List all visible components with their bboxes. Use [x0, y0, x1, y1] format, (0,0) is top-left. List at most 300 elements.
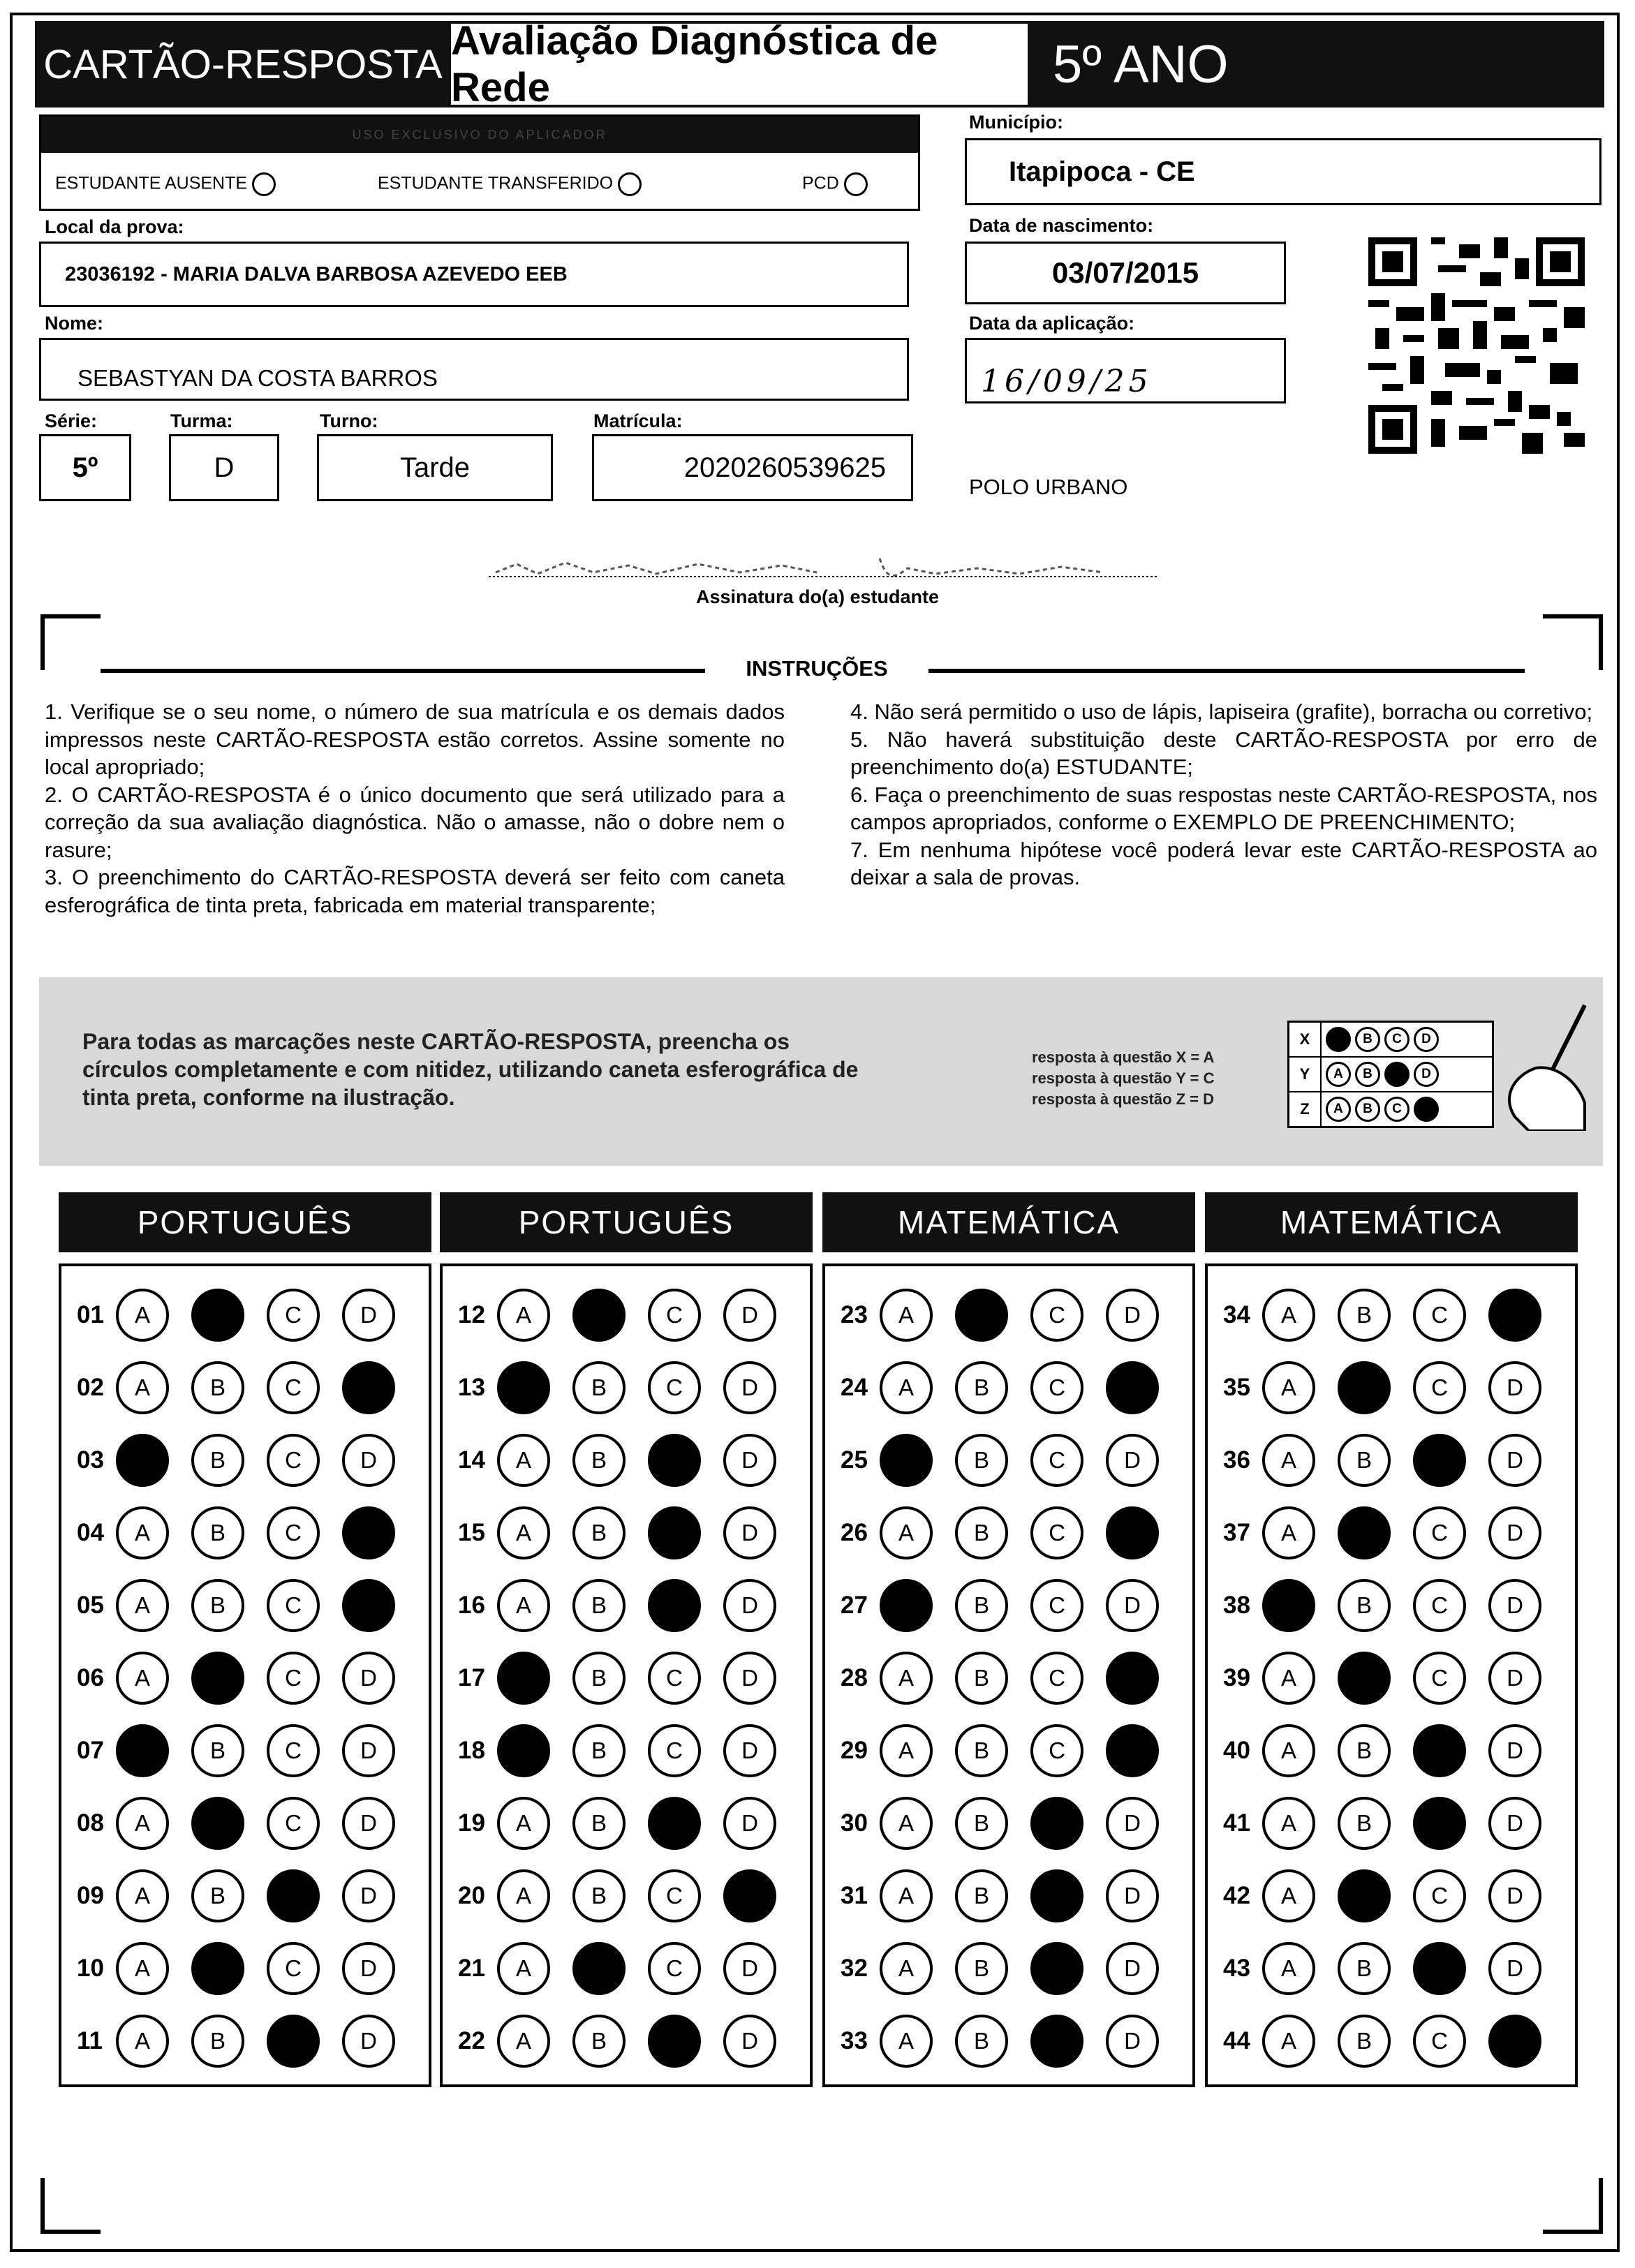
- answer-bubble-b[interactable]: B: [1338, 1652, 1391, 1705]
- answer-bubble-b[interactable]: B: [955, 1652, 1008, 1705]
- answer-bubble-b[interactable]: B: [1338, 1289, 1391, 1342]
- answer-bubble-c[interactable]: C: [267, 2015, 320, 2068]
- answer-bubble-a[interactable]: A: [1262, 1361, 1315, 1414]
- answer-bubble-c[interactable]: C: [648, 1869, 701, 1922]
- question-number: 06: [77, 1664, 104, 1691]
- answer-bubble-c[interactable]: C: [1413, 1942, 1466, 1995]
- answer-bubble-b[interactable]: B: [955, 1724, 1008, 1777]
- answer-bubble-d[interactable]: D: [723, 1579, 776, 1632]
- absent-option[interactable]: [55, 172, 276, 196]
- instructions-left: [45, 698, 785, 919]
- section-title: MATEMÁTICA: [822, 1192, 1195, 1252]
- example-legend-z: resposta à questão Z = D: [1032, 1090, 1215, 1108]
- answer-bubble-d[interactable]: D: [342, 1942, 395, 1995]
- answer-bubble-b[interactable]: B: [955, 1361, 1008, 1414]
- answer-bubble-a[interactable]: A: [116, 1652, 169, 1705]
- question-row: [1208, 1427, 1575, 1494]
- answer-bubble-a[interactable]: A: [116, 1361, 169, 1414]
- question-row: [1208, 1717, 1575, 1784]
- answer-bubble-a[interactable]: A: [1262, 1579, 1315, 1632]
- answer-bubble-a[interactable]: A: [880, 1434, 933, 1487]
- answer-bubble-a[interactable]: A: [116, 2015, 169, 2068]
- question-row: [61, 1862, 429, 1929]
- example-bubble-d: D: [1414, 1062, 1439, 1087]
- answer-bubble-b[interactable]: B: [1338, 1579, 1391, 1632]
- answer-bubble-b[interactable]: B: [572, 1797, 626, 1850]
- question-number: 42: [1223, 1882, 1250, 1909]
- answer-bubble-c[interactable]: C: [1413, 1724, 1466, 1777]
- answer-bubble-d[interactable]: D: [342, 1361, 395, 1414]
- answer-bubble-d[interactable]: D: [1106, 1434, 1159, 1487]
- question-row: [1208, 1499, 1575, 1566]
- question-row: [443, 1790, 810, 1857]
- answer-bubble-b[interactable]: B: [572, 1652, 626, 1705]
- answer-bubble-c[interactable]: C: [648, 1724, 701, 1777]
- answer-bubble-b[interactable]: B: [572, 1289, 626, 1342]
- answer-bubble-a[interactable]: A: [497, 1652, 550, 1705]
- serie-label: Série:: [45, 410, 98, 431]
- answer-bubble-a[interactable]: A: [497, 1797, 550, 1850]
- transferred-option[interactable]: [378, 172, 642, 196]
- answer-bubble-d[interactable]: D: [723, 1289, 776, 1342]
- question-number: 10: [77, 1955, 104, 1982]
- answer-bubble-b[interactable]: B: [191, 1289, 244, 1342]
- answer-bubble-c[interactable]: C: [648, 1506, 701, 1559]
- answer-bubble-b[interactable]: B: [1338, 2015, 1391, 2068]
- nascimento-label: Data de nascimento:: [969, 215, 1154, 236]
- absent-bubble[interactable]: [252, 172, 276, 196]
- answer-bubble-d[interactable]: D: [1106, 1797, 1159, 1850]
- answer-bubble-c[interactable]: C: [267, 1361, 320, 1414]
- local-label: Local da prova:: [45, 216, 184, 237]
- answer-bubble-c[interactable]: C: [648, 1361, 701, 1414]
- turma-label: Turma:: [170, 410, 233, 431]
- example-bubble-d: D: [1414, 1027, 1439, 1052]
- turma-field: D: [169, 434, 279, 501]
- answer-bubble-b[interactable]: B: [1338, 1724, 1391, 1777]
- answer-bubble-a[interactable]: A: [880, 1869, 933, 1922]
- example-question-label: Y: [1289, 1058, 1322, 1091]
- question-number: 32: [841, 1955, 868, 1982]
- answer-bubble-a[interactable]: A: [880, 1652, 933, 1705]
- answer-bubble-b[interactable]: B: [572, 1942, 626, 1995]
- answer-bubble-b[interactable]: B: [955, 1434, 1008, 1487]
- question-row: [443, 1717, 810, 1784]
- answer-bubble-a[interactable]: A: [880, 1361, 933, 1414]
- answer-bubble-c[interactable]: C: [1030, 1579, 1083, 1632]
- answer-bubble-c[interactable]: C: [648, 1289, 701, 1342]
- question-number: 14: [458, 1446, 485, 1474]
- answer-bubble-d[interactable]: D: [1488, 1724, 1541, 1777]
- answer-bubble-c[interactable]: C: [1413, 2015, 1466, 2068]
- answer-bubble-d[interactable]: D: [1106, 2015, 1159, 2068]
- answer-bubble-c[interactable]: C: [1413, 1506, 1466, 1559]
- answer-bubble-a[interactable]: A: [1262, 1434, 1315, 1487]
- answer-bubble-b[interactable]: B: [955, 2015, 1008, 2068]
- answer-bubble-b[interactable]: B: [1338, 1506, 1391, 1559]
- answer-bubble-a[interactable]: A: [1262, 1506, 1315, 1559]
- answer-bubble-c[interactable]: C: [1030, 1289, 1083, 1342]
- question-number: 22: [458, 2027, 485, 2054]
- answer-bubble-d[interactable]: D: [723, 1652, 776, 1705]
- answer-bubble-c[interactable]: C: [267, 1579, 320, 1632]
- answer-bubble-b[interactable]: B: [191, 1506, 244, 1559]
- pcd-bubble[interactable]: [844, 172, 868, 196]
- example-bubble-b: B: [1355, 1027, 1380, 1052]
- answer-bubble-d[interactable]: D: [1488, 1942, 1541, 1995]
- question-row: [825, 1499, 1192, 1566]
- question-row: [61, 1790, 429, 1857]
- answer-bubble-a[interactable]: A: [497, 2015, 550, 2068]
- answer-bubble-b[interactable]: B: [955, 1869, 1008, 1922]
- answer-bubble-b[interactable]: B: [955, 1289, 1008, 1342]
- answer-bubble-b[interactable]: B: [572, 1361, 626, 1414]
- serie-field: 5º: [39, 434, 131, 501]
- answer-bubble-b[interactable]: B: [191, 1652, 244, 1705]
- answer-bubble-b[interactable]: B: [1338, 1942, 1391, 1995]
- question-number: 37: [1223, 1519, 1250, 1546]
- answer-bubble-b[interactable]: B: [955, 1797, 1008, 1850]
- example-text: Para todas as marcações neste CARTÃO-RESPOSTA, preencha os círculos completamente e com nitidez, utilizando caneta esferográfica de tinta preta, conforme na ilustração.: [82, 1029, 859, 1110]
- answer-bubble-c[interactable]: C: [267, 1652, 320, 1705]
- answer-bubble-d[interactable]: D: [1488, 1579, 1541, 1632]
- answer-bubble-b[interactable]: B: [955, 1506, 1008, 1559]
- answer-bubble-d[interactable]: D: [1488, 1361, 1541, 1414]
- answer-bubble-b[interactable]: B: [191, 1361, 244, 1414]
- answer-bubble-b[interactable]: B: [955, 1942, 1008, 1995]
- question-number: 35: [1223, 1374, 1250, 1401]
- answer-bubble-b[interactable]: B: [191, 1724, 244, 1777]
- answer-bubble-c[interactable]: C: [648, 1579, 701, 1632]
- answer-bubble-c[interactable]: C: [648, 1434, 701, 1487]
- answer-bubble-a[interactable]: A: [497, 1434, 550, 1487]
- answer-bubble-a[interactable]: A: [116, 1289, 169, 1342]
- answer-bubble-c[interactable]: C: [1030, 1361, 1083, 1414]
- answer-bubble-a[interactable]: A: [497, 1942, 550, 1995]
- question-row: [1208, 1790, 1575, 1857]
- answer-section: [1205, 1263, 1578, 2087]
- question-number: 17: [458, 1664, 485, 1691]
- answer-section: [440, 1263, 813, 2087]
- answer-bubble-a[interactable]: A: [880, 1579, 933, 1632]
- answer-bubble-c[interactable]: C: [648, 1652, 701, 1705]
- answer-bubble-c[interactable]: C: [1413, 1434, 1466, 1487]
- answer-bubble-a[interactable]: A: [116, 1869, 169, 1922]
- example-bubble-c: C: [1384, 1027, 1410, 1052]
- answer-bubble-d[interactable]: D: [342, 1652, 395, 1705]
- answer-bubble-a[interactable]: A: [880, 1506, 933, 1559]
- signature-label: Assinatura do(a) estudante: [695, 586, 940, 607]
- answer-bubble-a[interactable]: A: [1262, 1797, 1315, 1850]
- answer-bubble-d[interactable]: D: [1106, 1579, 1159, 1632]
- answer-bubble-a[interactable]: A: [1262, 1942, 1315, 1995]
- answer-bubble-d[interactable]: D: [723, 2015, 776, 2068]
- answer-bubble-c[interactable]: C: [267, 1434, 320, 1487]
- answer-bubble-b[interactable]: B: [572, 1724, 626, 1777]
- answer-bubble-d[interactable]: D: [723, 1797, 776, 1850]
- answer-bubble-a[interactable]: A: [116, 1434, 169, 1487]
- answer-bubble-b[interactable]: B: [1338, 1797, 1391, 1850]
- example-bubble-a: A: [1326, 1097, 1351, 1122]
- answer-bubble-d[interactable]: D: [1488, 1434, 1541, 1487]
- answer-bubble-c[interactable]: C: [267, 1797, 320, 1850]
- exam-title: Avaliação Diagnóstica de Rede: [451, 21, 1028, 108]
- answer-bubble-a[interactable]: A: [1262, 2015, 1315, 2068]
- question-number: 21: [458, 1955, 485, 1982]
- applicator-banner: USO EXCLUSIVO DO APLICADOR: [41, 117, 918, 153]
- answer-bubble-c[interactable]: C: [1030, 1506, 1083, 1559]
- qr-code: [1368, 237, 1585, 454]
- question-row: [443, 1645, 810, 1712]
- answer-bubble-c[interactable]: C: [1030, 1942, 1083, 1995]
- instruction-item: 3. O preenchimento do CARTÃO-RESPOSTA deverá ser feito com caneta esferográfica de tinta preta, fabricada em material transparente;: [45, 865, 785, 917]
- answer-bubble-d[interactable]: D: [723, 1434, 776, 1487]
- example-bubble-d: D: [1414, 1097, 1439, 1122]
- question-row: [1208, 1645, 1575, 1712]
- example-legend-x: resposta à questão X = A: [1032, 1048, 1215, 1066]
- answer-bubble-a[interactable]: A: [116, 1579, 169, 1632]
- answer-bubble-d[interactable]: D: [1106, 1942, 1159, 1995]
- question-number: 11: [77, 2027, 103, 2054]
- example-bubble-b: B: [1355, 1097, 1380, 1122]
- pcd-option[interactable]: [802, 172, 868, 196]
- answer-bubble-a[interactable]: A: [1262, 1724, 1315, 1777]
- answer-bubble-d[interactable]: D: [1106, 1652, 1159, 1705]
- question-number: 05: [77, 1592, 104, 1619]
- answer-bubble-d[interactable]: D: [723, 1942, 776, 1995]
- question-number: 09: [77, 1882, 104, 1909]
- answer-bubble-c[interactable]: C: [1413, 1289, 1466, 1342]
- question-number: 25: [841, 1446, 868, 1474]
- turno-label: Turno:: [320, 410, 378, 431]
- polo-label: POLO URBANO: [969, 475, 1128, 499]
- answer-bubble-b[interactable]: B: [572, 1506, 626, 1559]
- question-row: [1208, 1282, 1575, 1349]
- example-question-label: X: [1289, 1023, 1322, 1056]
- answer-bubble-d[interactable]: D: [342, 1434, 395, 1487]
- answer-bubble-a[interactable]: A: [497, 1506, 550, 1559]
- hand-pen-icon: [1487, 998, 1592, 1131]
- municipio-label: Município:: [969, 112, 1063, 133]
- question-number: 07: [77, 1737, 104, 1764]
- answer-bubble-c[interactable]: C: [267, 1869, 320, 1922]
- answer-bubble-d[interactable]: D: [1488, 1652, 1541, 1705]
- section-title: PORTUGUÊS: [59, 1192, 431, 1252]
- answer-bubble-d[interactable]: D: [1488, 1506, 1541, 1559]
- example-grid: [1287, 1021, 1494, 1128]
- question-row: [443, 1427, 810, 1494]
- answer-bubble-a[interactable]: A: [497, 1579, 550, 1632]
- answer-bubble-d[interactable]: D: [1488, 1869, 1541, 1922]
- question-number: 24: [841, 1374, 868, 1401]
- answer-bubble-c[interactable]: C: [1413, 1652, 1466, 1705]
- transferred-label: ESTUDANTE TRANSFERIDO: [378, 173, 614, 193]
- answer-bubble-a[interactable]: A: [1262, 1289, 1315, 1342]
- answer-bubble-d[interactable]: D: [342, 1506, 395, 1559]
- absent-label: ESTUDANTE AUSENTE: [55, 173, 248, 193]
- question-number: 40: [1223, 1737, 1250, 1764]
- answer-bubble-d[interactable]: D: [1488, 1797, 1541, 1850]
- instructions-title: INSTRUÇÕES: [705, 656, 929, 681]
- answer-bubble-a[interactable]: A: [880, 1797, 933, 1850]
- question-number: 33: [841, 2027, 868, 2054]
- answer-bubble-c[interactable]: C: [648, 2015, 701, 2068]
- answer-bubble-a[interactable]: A: [1262, 1869, 1315, 1922]
- answer-bubble-c[interactable]: C: [1413, 1797, 1466, 1850]
- answer-bubble-d[interactable]: D: [1488, 1289, 1541, 1342]
- corner-mark-top-left: [40, 614, 101, 670]
- example-row: [1289, 1058, 1492, 1092]
- answer-bubble-d[interactable]: D: [342, 2015, 395, 2068]
- question-row: [61, 1354, 429, 1421]
- answer-bubble-c[interactable]: C: [1030, 1652, 1083, 1705]
- answer-bubble-c[interactable]: C: [1030, 1797, 1083, 1850]
- answer-bubble-c[interactable]: C: [648, 1942, 701, 1995]
- answer-bubble-d[interactable]: D: [1106, 1361, 1159, 1414]
- answer-bubble-d[interactable]: D: [1106, 1724, 1159, 1777]
- answer-bubble-a[interactable]: A: [880, 1724, 933, 1777]
- answer-bubble-a[interactable]: A: [116, 1797, 169, 1850]
- answer-bubble-d[interactable]: D: [342, 1724, 395, 1777]
- nome-field: SEBASTYAN DA COSTA BARROS: [39, 338, 909, 401]
- question-number: 20: [458, 1882, 485, 1909]
- answer-bubble-d[interactable]: D: [723, 1724, 776, 1777]
- question-number: 26: [841, 1519, 868, 1546]
- matricula-field: 2020260539625: [592, 434, 913, 501]
- answer-bubble-c[interactable]: C: [1030, 1724, 1083, 1777]
- answer-bubble-b[interactable]: B: [1338, 1869, 1391, 1922]
- answer-bubble-c[interactable]: C: [1030, 1434, 1083, 1487]
- turno-field: Tarde: [317, 434, 553, 501]
- question-row: [825, 1862, 1192, 1929]
- answer-bubble-b[interactable]: B: [1338, 1361, 1391, 1414]
- aplicacao-field[interactable]: 16/09/25: [965, 338, 1286, 403]
- question-row: [825, 1935, 1192, 2002]
- student-signature[interactable]: [489, 538, 1159, 582]
- question-number: 41: [1223, 1809, 1250, 1837]
- example-bubble-b: B: [1355, 1062, 1380, 1087]
- answer-bubble-b[interactable]: B: [1338, 1434, 1391, 1487]
- local-field: 23036192 - MARIA DALVA BARBOSA AZEVEDO EEB: [39, 242, 909, 307]
- answer-bubble-c[interactable]: C: [267, 1506, 320, 1559]
- example-bubble-a: A: [1326, 1062, 1351, 1087]
- question-row: [825, 1427, 1192, 1494]
- answer-bubble-b[interactable]: B: [572, 1579, 626, 1632]
- question-row: [1208, 2008, 1575, 2075]
- answer-bubble-c[interactable]: C: [1413, 1869, 1466, 1922]
- instruction-item: 4. Não será permitido o uso de lápis, lapiseira (grafite), borracha ou corretivo;: [850, 699, 1593, 724]
- answer-bubble-a[interactable]: A: [880, 1289, 933, 1342]
- section-title: MATEMÁTICA: [1205, 1192, 1578, 1252]
- answer-bubble-a[interactable]: A: [497, 1361, 550, 1414]
- answer-bubble-b[interactable]: B: [191, 1797, 244, 1850]
- question-number: 29: [841, 1737, 868, 1764]
- question-row: [61, 1499, 429, 1566]
- answer-bubble-d[interactable]: D: [1106, 1506, 1159, 1559]
- answer-bubble-b[interactable]: B: [191, 1434, 244, 1487]
- card-label: CARTÃO-RESPOSTA: [35, 21, 451, 108]
- question-row: [825, 1282, 1192, 1349]
- section-title: PORTUGUÊS: [440, 1192, 813, 1252]
- answer-bubble-c[interactable]: C: [1413, 1579, 1466, 1632]
- question-number: 38: [1223, 1592, 1250, 1619]
- question-row: [443, 1862, 810, 1929]
- answer-bubble-a[interactable]: A: [116, 1506, 169, 1559]
- answer-bubble-d[interactable]: D: [342, 1289, 395, 1342]
- question-row: [443, 1572, 810, 1639]
- answer-bubble-b[interactable]: B: [572, 2015, 626, 2068]
- answer-bubble-b[interactable]: B: [955, 1579, 1008, 1632]
- instruction-item: 1. Verifique se o seu nome, o número de sua matrícula e os demais dados impressos neste CARTÃO-RESPOSTA estão corretos. Assine somente no local apropriado;: [45, 699, 785, 779]
- question-row: [825, 1790, 1192, 1857]
- answer-bubble-d[interactable]: D: [723, 1506, 776, 1559]
- question-row: [61, 1935, 429, 2002]
- answer-bubble-d[interactable]: D: [723, 1361, 776, 1414]
- instruction-item: 7. Em nenhuma hipótese você poderá levar este CARTÃO-RESPOSTA ao deixar a sala de provas.: [850, 837, 1597, 889]
- grade-label: 5º ANO: [1028, 21, 1604, 108]
- answer-bubble-d[interactable]: D: [1106, 1869, 1159, 1922]
- question-row: [825, 1572, 1192, 1639]
- answer-bubble-c[interactable]: C: [267, 1942, 320, 1995]
- question-number: 03: [77, 1446, 104, 1474]
- answer-bubble-c[interactable]: C: [1030, 1869, 1083, 1922]
- applicator-box: [39, 114, 920, 211]
- answer-bubble-a[interactable]: A: [116, 1724, 169, 1777]
- answer-bubble-a[interactable]: A: [880, 2015, 933, 2068]
- question-row: [825, 1645, 1192, 1712]
- question-row: [61, 1572, 429, 1639]
- answer-bubble-b[interactable]: B: [572, 1434, 626, 1487]
- answer-bubble-a[interactable]: A: [497, 1289, 550, 1342]
- answer-bubble-a[interactable]: A: [497, 1724, 550, 1777]
- nome-label: Nome:: [45, 313, 104, 334]
- answer-bubble-d[interactable]: D: [342, 1579, 395, 1632]
- answer-bubble-b[interactable]: B: [191, 1579, 244, 1632]
- answer-bubble-d[interactable]: D: [342, 1797, 395, 1850]
- answer-bubble-c[interactable]: C: [1030, 2015, 1083, 2068]
- question-row: [61, 1717, 429, 1784]
- answer-bubble-c[interactable]: C: [267, 1724, 320, 1777]
- answer-bubble-d[interactable]: D: [342, 1869, 395, 1922]
- answer-bubble-a[interactable]: A: [116, 1942, 169, 1995]
- instruction-item: 2. O CARTÃO-RESPOSTA é o único documento que será utilizado para a correção da sua avaliação diagnóstica. Não o amasse, não o dobre nem o rasure;: [45, 782, 785, 862]
- question-row: [443, 1935, 810, 2002]
- question-row: [1208, 1354, 1575, 1421]
- answer-bubble-b[interactable]: B: [572, 1869, 626, 1922]
- answer-bubble-d[interactable]: D: [1488, 2015, 1541, 2068]
- answer-bubble-b[interactable]: B: [191, 1942, 244, 1995]
- example-legend-y: resposta à questão Y = C: [1032, 1069, 1215, 1087]
- question-row: [1208, 1572, 1575, 1639]
- answer-bubble-d[interactable]: D: [723, 1869, 776, 1922]
- example-bubble-c: C: [1384, 1097, 1410, 1122]
- answer-bubble-c[interactable]: C: [267, 1289, 320, 1342]
- nascimento-field: 03/07/2015: [965, 242, 1286, 304]
- answer-bubble-b[interactable]: B: [191, 2015, 244, 2068]
- answer-bubble-a[interactable]: A: [497, 1869, 550, 1922]
- question-row: [61, 1427, 429, 1494]
- answer-bubble-d[interactable]: D: [1106, 1289, 1159, 1342]
- answer-bubble-c[interactable]: C: [648, 1797, 701, 1850]
- answer-bubble-c[interactable]: C: [1413, 1361, 1466, 1414]
- question-row: [61, 2008, 429, 2075]
- answer-bubble-b[interactable]: B: [191, 1869, 244, 1922]
- answer-bubble-a[interactable]: A: [880, 1942, 933, 1995]
- question-number: 23: [841, 1301, 868, 1328]
- answer-bubble-a[interactable]: A: [1262, 1652, 1315, 1705]
- example-question-label: Z: [1289, 1092, 1322, 1126]
- transferred-bubble[interactable]: [618, 172, 642, 196]
